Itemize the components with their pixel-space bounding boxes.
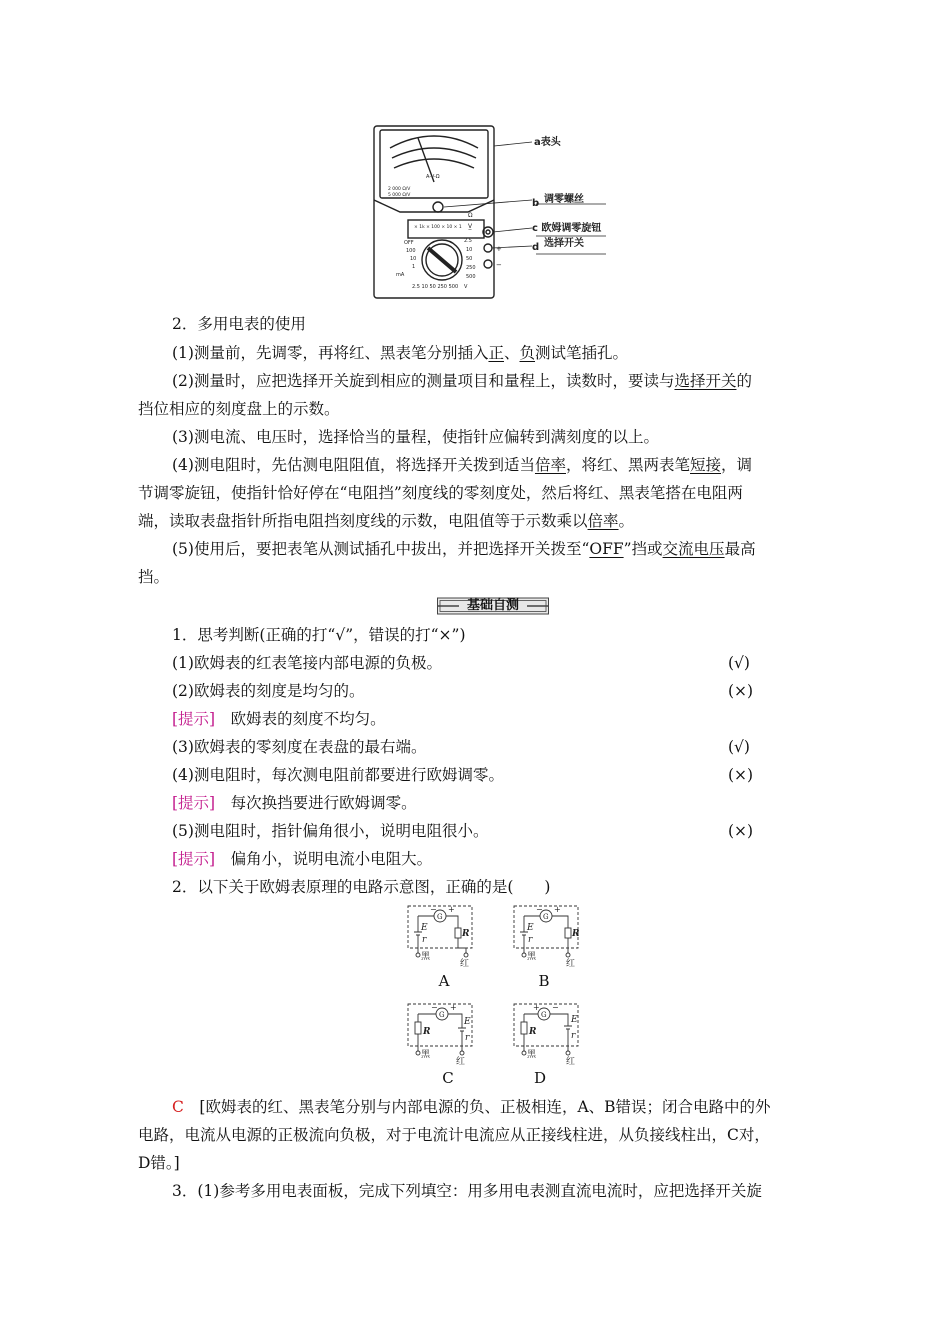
svg-text:红: 红 bbox=[566, 959, 576, 969]
q2-expl-2: 电路，电流从电源的正极流向负极，对于电流计电流应从正接线柱进，从负接线柱出，C对， bbox=[138, 1126, 770, 1144]
q1-mark-2: (×) bbox=[728, 682, 754, 700]
svg-text:黑: 黑 bbox=[527, 1050, 537, 1060]
label-d-letter: d bbox=[532, 242, 540, 253]
svg-text:R: R bbox=[423, 1027, 431, 1037]
section2-p4: (4)测电阻时，先估测电阻阻值，将选择开关拨到适当倍率，将红、黑两表笔短接，调 bbox=[172, 456, 753, 474]
svg-text:A-V-Ω: A-V-Ω bbox=[426, 174, 440, 180]
svg-text:100: 100 bbox=[406, 248, 416, 254]
jack-plus bbox=[484, 244, 492, 252]
option-b-label: B bbox=[538, 972, 550, 990]
section-banner bbox=[437, 596, 549, 616]
option-c-label: C bbox=[442, 1069, 454, 1087]
svg-text:−: − bbox=[552, 1003, 559, 1012]
q2-expl-3: D错。] bbox=[138, 1154, 180, 1172]
svg-text:+: + bbox=[448, 905, 455, 914]
svg-text:5 000 Ω/V: 5 000 Ω/V bbox=[388, 193, 411, 198]
svg-text:黑: 黑 bbox=[421, 952, 431, 962]
svg-text:G: G bbox=[543, 913, 549, 921]
q1-item-3: (3)欧姆表的零刻度在表盘的最右端。 bbox=[172, 738, 427, 756]
svg-text:−: − bbox=[536, 905, 543, 914]
q1-hint-2: [提示] 每次换挡要进行欧姆调零。 bbox=[172, 794, 417, 812]
svg-text:+: + bbox=[533, 1003, 540, 1012]
svg-text:V: V bbox=[464, 284, 468, 290]
svg-text:R: R bbox=[462, 929, 470, 939]
svg-text:红: 红 bbox=[456, 1057, 466, 1067]
svg-text:10: 10 bbox=[466, 247, 473, 253]
svg-text:+: + bbox=[496, 245, 502, 253]
svg-text:× 1k × 100 × 10 × 1: × 1k × 100 × 10 × 1 bbox=[414, 225, 462, 230]
q1-hint-3: [提示] 偏角小，说明电流小电阻大。 bbox=[172, 850, 433, 868]
q1-item-4: (4)测电阻时，每次测电阻前都要进行欧姆调零。 bbox=[172, 766, 504, 784]
svg-text:红: 红 bbox=[460, 959, 470, 969]
svg-text:+: + bbox=[450, 1003, 457, 1012]
svg-text:红: 红 bbox=[566, 1057, 576, 1067]
svg-text:R: R bbox=[529, 1027, 537, 1037]
multimeter-figure bbox=[360, 120, 620, 302]
svg-text:黑: 黑 bbox=[421, 1050, 431, 1060]
label-a: a表头 bbox=[534, 137, 561, 148]
section2-p4-cont2: 端，读取表盘指针所指电阻挡刻度线的示数，电阻值等于示数乘以倍率。 bbox=[138, 512, 635, 530]
q1-item-2: (2)欧姆表的刻度是均匀的。 bbox=[172, 682, 365, 700]
svg-text:G: G bbox=[437, 913, 443, 921]
section2-p2: (2)测量时，应把选择开关旋到相应的测量项目和量程上，读数时，要读与选择开关的 bbox=[172, 372, 752, 390]
section2-p1: (1)测量前，先调零，再将红、黑表笔分别插入正、负测试笔插孔。 bbox=[172, 344, 629, 362]
option-d-label: D bbox=[533, 1069, 547, 1087]
label-b: 调零螺丝 bbox=[544, 194, 584, 205]
q1-item-1: (1)欧姆表的红表笔接内部电源的负极。 bbox=[172, 654, 442, 672]
banner-title: 基础自测 bbox=[466, 598, 519, 613]
zero-screw bbox=[433, 202, 443, 212]
svg-text:E: E bbox=[464, 1017, 471, 1027]
q2-answer: C [欧姆表的红、黑表笔分别与内部电源的负、正极相连，A、B错误；闭合电路中的外 bbox=[172, 1098, 771, 1116]
q1-mark-1: (√) bbox=[728, 654, 750, 672]
q1-mark-5: (×) bbox=[728, 822, 754, 840]
svg-text:E: E bbox=[571, 1015, 578, 1025]
section2-p2-cont: 挡位相应的刻度盘上的示数。 bbox=[138, 400, 340, 418]
svg-text:mA: mA bbox=[396, 272, 405, 278]
option-a-label: A bbox=[438, 972, 450, 990]
label-b-letter: b bbox=[532, 198, 540, 209]
q1-item-5: (5)测电阻时，指针偏角很小，说明电阻很小。 bbox=[172, 822, 489, 840]
svg-text:r: r bbox=[465, 1033, 470, 1043]
svg-text:G: G bbox=[541, 1011, 547, 1019]
svg-text:E: E bbox=[527, 923, 534, 933]
section2-p5-cont: 挡。 bbox=[138, 568, 170, 586]
q2-title: 2．以下关于欧姆表原理的电路示意图，正确的是( ) bbox=[172, 878, 551, 896]
jack-minus bbox=[484, 260, 492, 268]
svg-text:−: − bbox=[496, 261, 502, 269]
svg-text:2.5 10 50 250 500: 2.5 10 50 250 500 bbox=[412, 284, 459, 290]
svg-text:2 000 Ω/V: 2 000 Ω/V bbox=[388, 187, 411, 192]
svg-text:2.5: 2.5 bbox=[464, 238, 472, 244]
q1-hint-1: [提示] 欧姆表的刻度不均匀。 bbox=[172, 710, 386, 728]
svg-text:Ω: Ω bbox=[468, 212, 473, 219]
svg-text:OFF: OFF bbox=[404, 240, 414, 246]
svg-text:黑: 黑 bbox=[527, 952, 537, 962]
q3-line1: 3．(1)参考多用电表面板，完成下列填空：用多用电表测直流电流时，应把选择开关旋 bbox=[172, 1182, 762, 1200]
svg-text:−: − bbox=[431, 1003, 438, 1012]
svg-text:V̲: V̲ bbox=[468, 223, 473, 230]
svg-text:250: 250 bbox=[466, 265, 476, 271]
svg-text:r: r bbox=[528, 935, 533, 945]
q1-mark-3: (√) bbox=[728, 738, 750, 756]
svg-text:r: r bbox=[422, 935, 427, 945]
svg-text:G: G bbox=[439, 1011, 445, 1019]
svg-text:−: − bbox=[430, 905, 437, 914]
q1-title: 1．思考判断(正确的打“√”，错误的打“×”) bbox=[172, 626, 466, 644]
svg-text:E: E bbox=[421, 923, 428, 933]
label-d: 选择开关 bbox=[544, 238, 584, 249]
svg-text:500: 500 bbox=[466, 274, 476, 280]
svg-text:R: R bbox=[572, 929, 580, 939]
svg-text:1: 1 bbox=[412, 264, 416, 270]
q1-mark-4: (×) bbox=[728, 766, 754, 784]
section2-p4-cont1: 节调零旋钮，使指针恰好停在“电阻挡”刻度线的零刻度处，然后将红、黑表笔搭在电阻两 bbox=[138, 484, 743, 502]
svg-text:10: 10 bbox=[410, 256, 417, 262]
svg-text:r: r bbox=[571, 1031, 576, 1041]
label-c: c 欧姆调零旋钮 bbox=[532, 223, 602, 234]
svg-text:+: + bbox=[554, 905, 561, 914]
svg-text:50: 50 bbox=[466, 256, 473, 262]
section2-p5: (5)使用后，要把表笔从测试插孔中拔出，并把选择开关拨至“OFF”挡或交流电压最高 bbox=[172, 540, 756, 558]
section2-title: 2．多用电表的使用 bbox=[172, 315, 306, 333]
section2-p3: (3)测电流、电压时，选择恰当的量程，使指针应偏转到满刻度的以上。 bbox=[172, 428, 659, 446]
